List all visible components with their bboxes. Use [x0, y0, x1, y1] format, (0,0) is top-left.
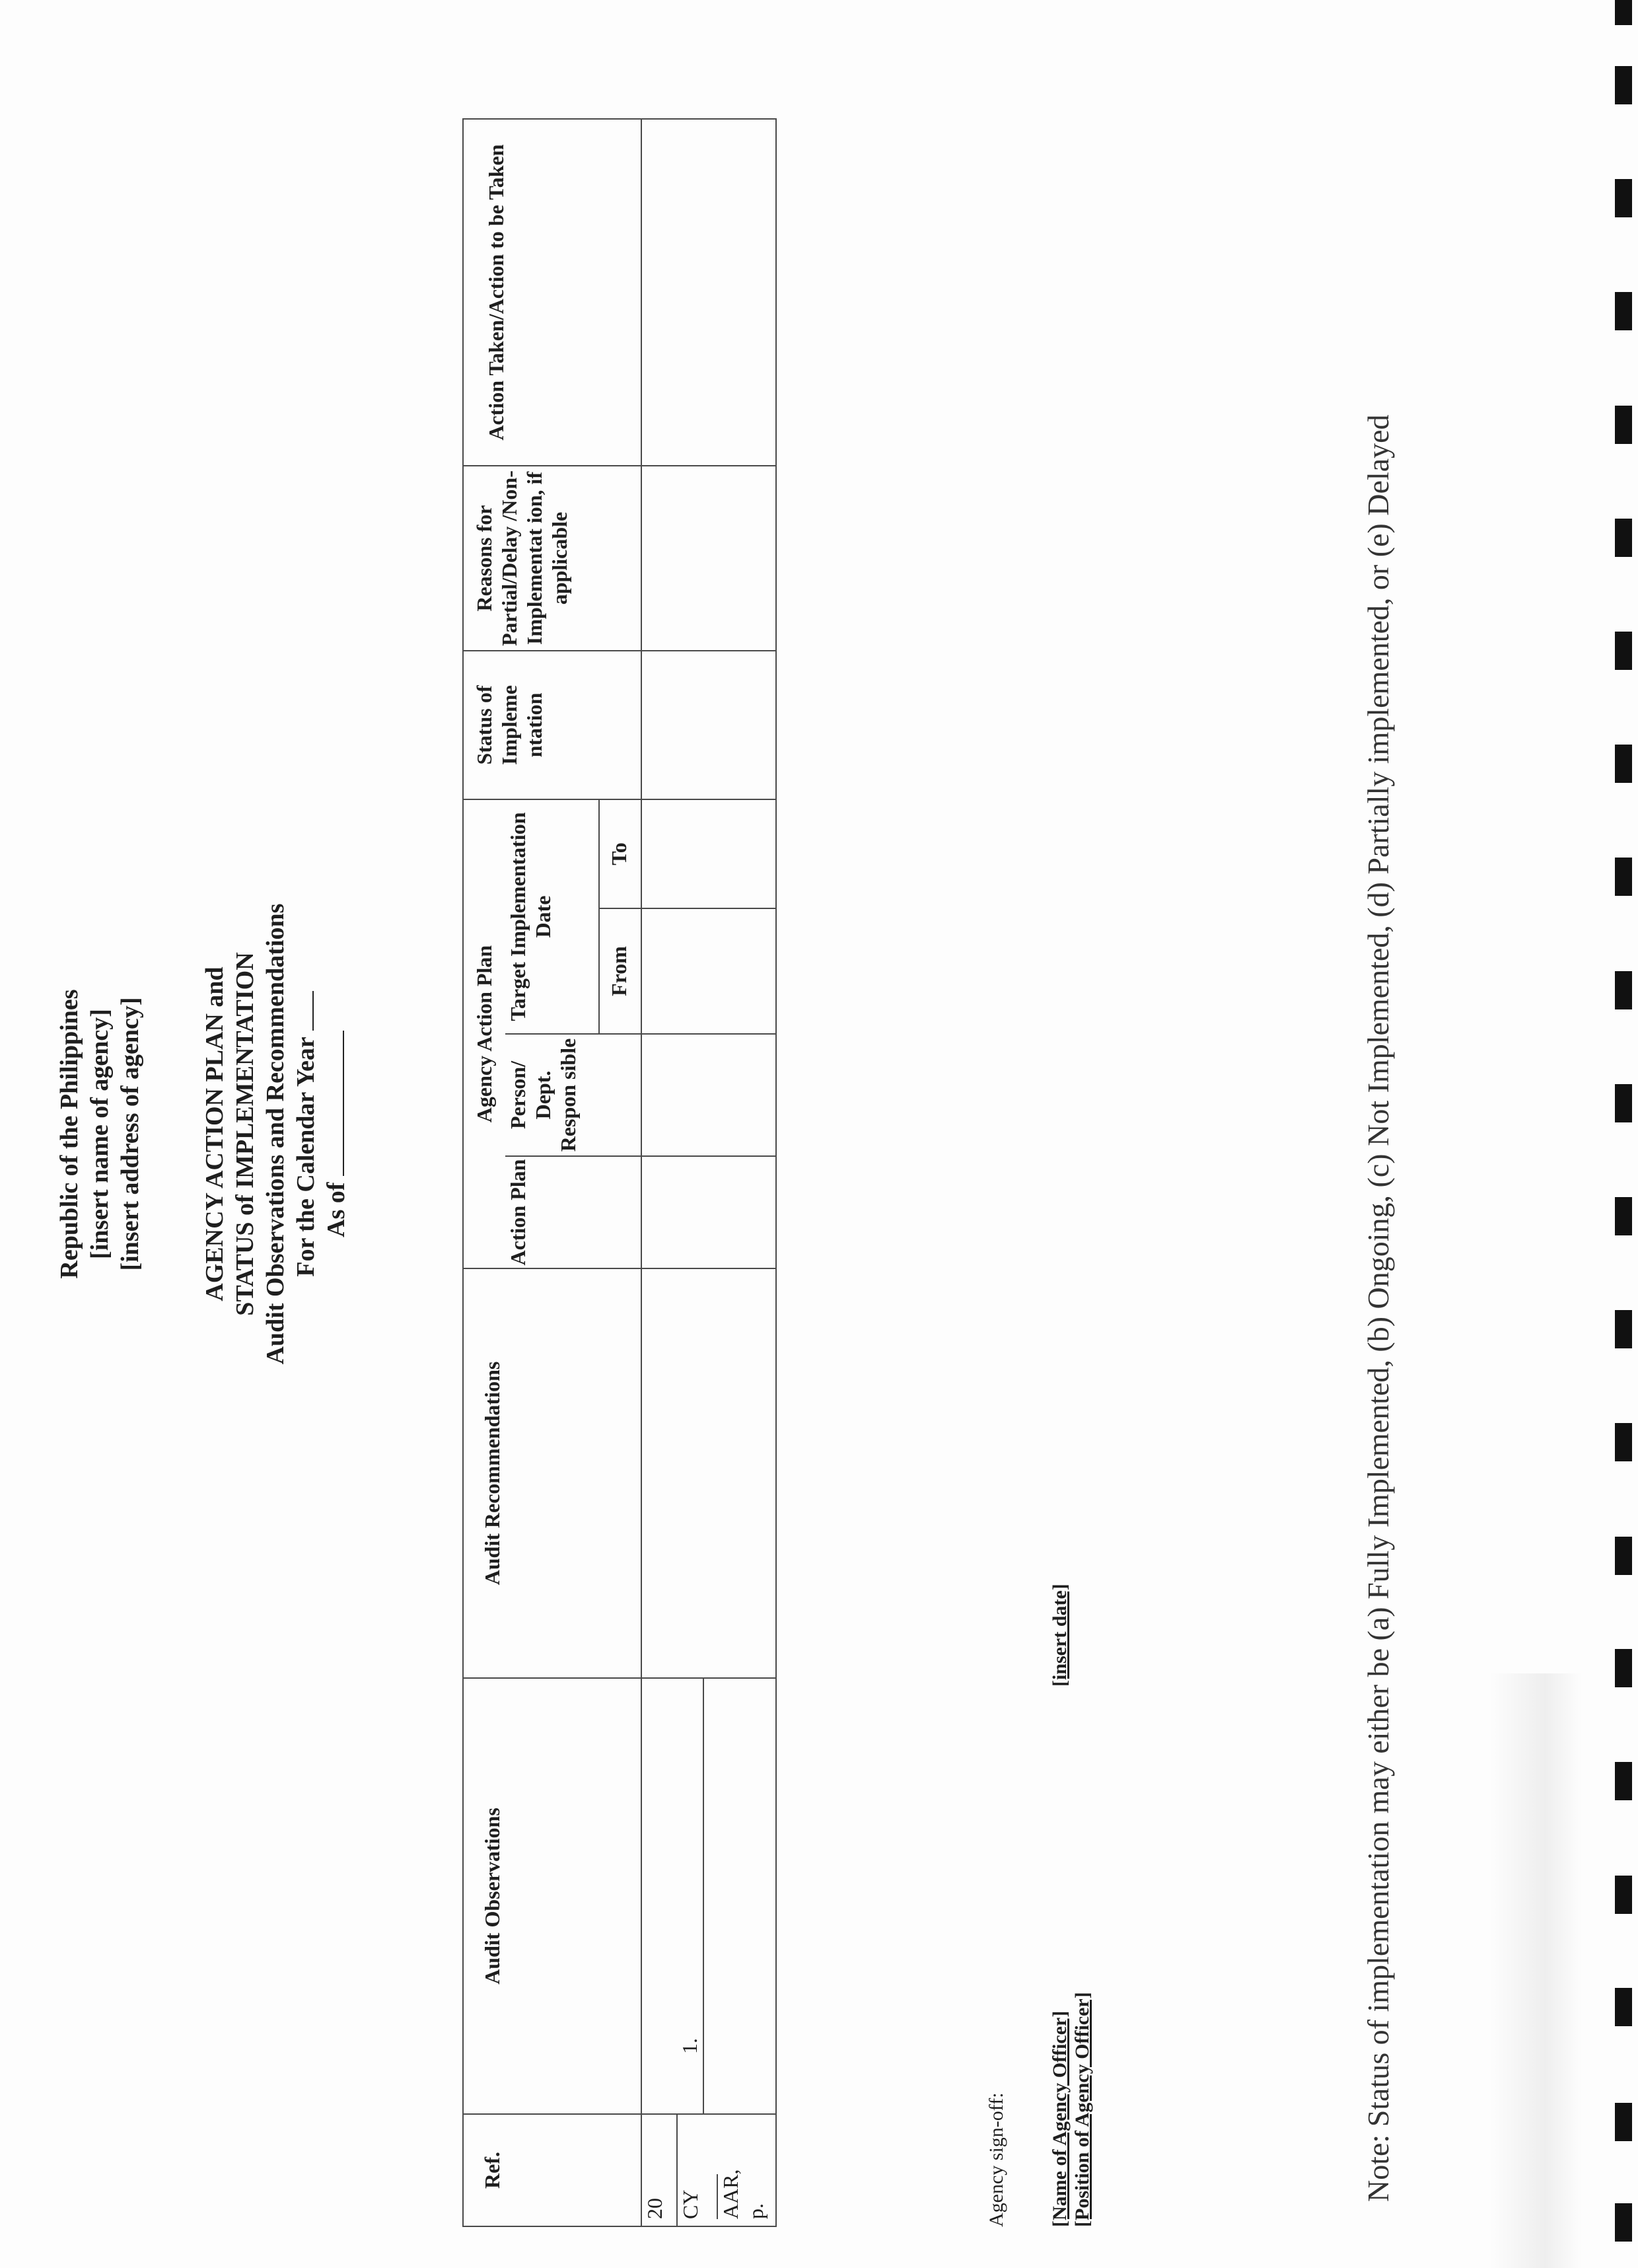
binding-hole — [1615, 1310, 1632, 1348]
officer-position-placeholder: [Position of Agency Officer] — [1071, 1992, 1093, 2227]
binding-hole — [1615, 745, 1632, 783]
observation-item-number: 1. — [678, 2038, 701, 2054]
signoff-label: Agency sign-off: — [985, 2092, 1007, 2227]
binding-hole — [1615, 292, 1632, 330]
ref-header: Ref. — [463, 2114, 641, 2226]
binding-hole — [1615, 406, 1632, 444]
ref-year: 20 — [643, 2198, 666, 2219]
ref-page: p. — [744, 2203, 767, 2219]
ref-cy: CY — [678, 2189, 702, 2219]
binding-hole — [1615, 1537, 1632, 1575]
binding-hole — [1615, 858, 1632, 896]
as-of-line — [321, 0, 351, 2268]
audit-observations-header: Audit Observations — [463, 1678, 641, 2114]
binding-hole — [1615, 1988, 1632, 2026]
binding-hole — [1615, 519, 1632, 557]
binding-hole — [1615, 971, 1632, 1009]
binding-hole — [1615, 632, 1632, 670]
action-plan-table — [462, 118, 777, 2227]
binding-hole — [1615, 1423, 1632, 1461]
to-header: To — [599, 799, 641, 908]
calendar-year-line — [291, 0, 321, 2268]
ref-aar: AAR, — [719, 2169, 742, 2219]
page-shadow — [1489, 1673, 1582, 2268]
status-note: Note: Status of implementation may either be (a) Fully Implemented, (b) Ongoing, (c) Not Implemented, (d) Partially implemented, or (e) Delayed — [1361, 414, 1395, 2202]
binding-hole — [1615, 1084, 1632, 1122]
observation-cell-top — [641, 1678, 677, 2114]
binding-hole — [1615, 1876, 1632, 1914]
officer-name-placeholder: [Name of Agency Officer] — [1049, 2010, 1071, 2227]
agency-address-placeholder: [insert address of agency] — [116, 997, 144, 1271]
title-line-1: AGENCY ACTION PLAN and — [201, 967, 229, 1301]
as-of-label: As of — [322, 1182, 350, 1237]
binding-hole — [1615, 179, 1632, 217]
observation-item-cell — [677, 1678, 703, 2114]
target-date-header: Target Implementation Date — [505, 799, 599, 1034]
agency-name-placeholder: [insert name of agency] — [86, 1009, 114, 1259]
person-responsible-header: Person/ Dept. Respon sible — [505, 1034, 641, 1156]
title-line-3: Audit Observations and Recommendations — [262, 903, 289, 1365]
ref-aar-cell — [703, 2114, 776, 2226]
binding-hole — [1615, 2103, 1632, 2141]
ref-cy-cell — [677, 2114, 703, 2226]
title-line-2: STATUS of IMPLEMENTATION — [231, 952, 259, 1316]
country-heading: Republic of the Philippines — [55, 989, 83, 1279]
agency-action-plan-header: Agency Action Plan — [463, 799, 505, 1268]
calendar-year-blank — [312, 991, 314, 1031]
signoff-date-placeholder: [insert date] — [1049, 1584, 1071, 1687]
binding-hole — [1615, 1762, 1632, 1800]
binding-hole — [1615, 0, 1632, 25]
from-header: From — [599, 908, 641, 1034]
audit-recommendations-header: Audit Recommendations — [463, 1268, 641, 1678]
reasons-header: Reasons for Partial/Delay /Non-Implementat ion, if applicable — [463, 466, 641, 651]
as-of-blank — [343, 1031, 344, 1176]
binding-hole — [1615, 1649, 1632, 1687]
calendar-year-label: For the Calendar Year — [292, 1037, 320, 1277]
action-plan-header: Action Plan — [505, 1156, 641, 1268]
binding-hole — [1615, 1197, 1632, 1235]
status-header: Status of Impleme ntation — [463, 651, 641, 799]
binding-hole — [1615, 2203, 1632, 2242]
binding-hole — [1615, 66, 1632, 104]
action-taken-header: Action Taken/Action to be Taken — [463, 119, 641, 466]
ref-year-cell — [641, 2114, 677, 2226]
